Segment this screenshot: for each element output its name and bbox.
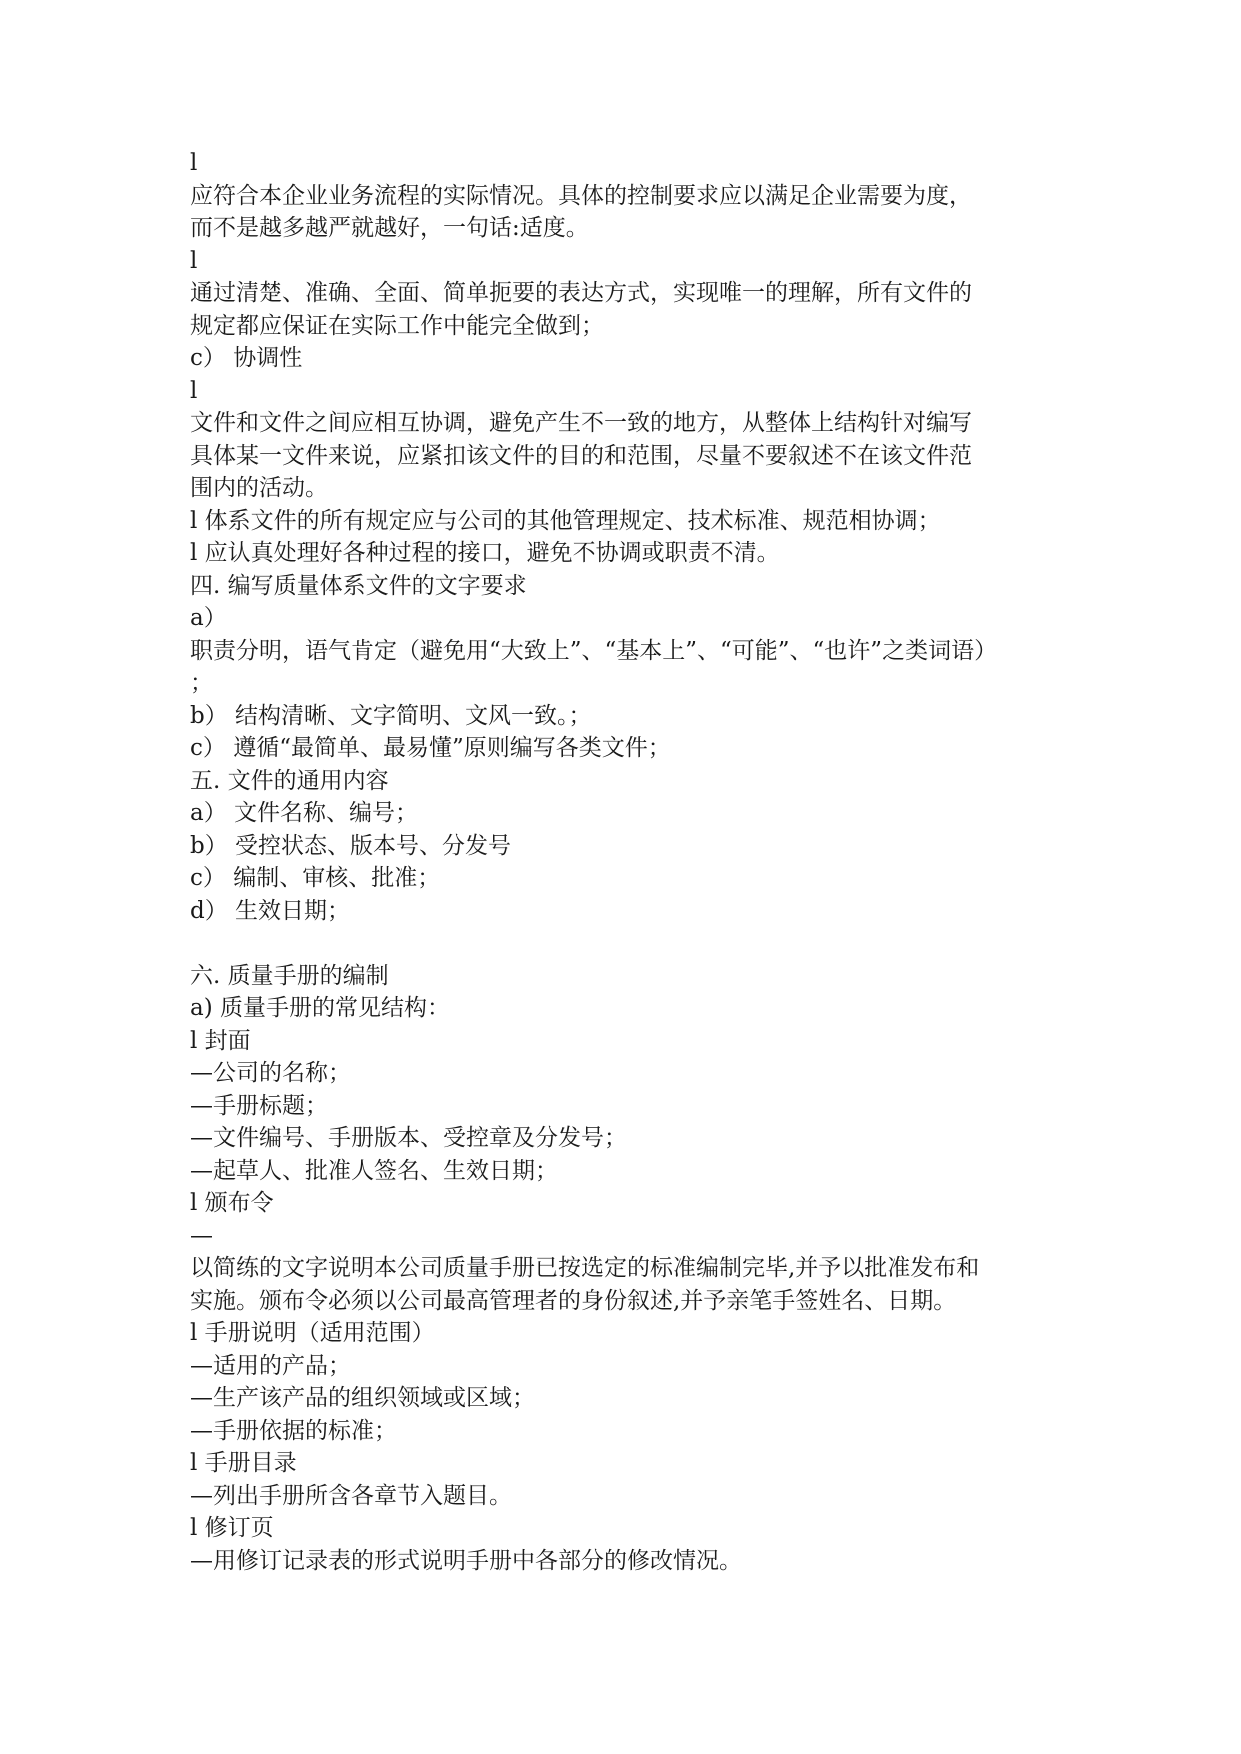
dash-item: —手册标题； <box>190 1092 328 1119</box>
dash-item: —起草人、批准人签名、生效日期； <box>190 1157 558 1184</box>
bullet-item: l 颁布令 <box>190 1190 274 1216</box>
text-line: 实施。颁布令必须以公司最高管理者的身份叙述,并予亲笔手签姓名、日期。 <box>190 1287 957 1314</box>
list-item: a) 质量手册的常见结构： <box>190 995 450 1021</box>
text-line: 具体某一文件来说，应紧扣该文件的目的和范围，尽量不要叙述不在该文件范 <box>190 442 972 469</box>
section-heading: 六. 质量手册的编制 <box>190 962 389 989</box>
document-body <box>190 147 1060 1577</box>
list-item: c） 遵循“最简单、最易懂”原则编写各类文件； <box>190 735 671 761</box>
text-line: 规定都应保证在实际工作中能完全做到； <box>190 312 604 339</box>
text-line: 文件和文件之间应相互协调，避免产生不一致的地方，从整体上结构针对编写 <box>190 410 972 436</box>
list-item: b） 结构清晰、文字简明、文风一致。； <box>190 702 592 729</box>
dash-marker: — <box>190 1222 213 1249</box>
dash-item: —列出手册所含各章节入题目。 <box>190 1482 512 1509</box>
dash-item: —用修订记录表的形式说明手册中各部分的修改情况。 <box>190 1547 742 1574</box>
text-line: 而不是越多越严就越好，一句话:适度。 <box>190 215 589 241</box>
section-heading: 四. 编写质量体系文件的文字要求 <box>190 572 527 599</box>
bullet-marker: l <box>190 150 198 176</box>
text-line: 围内的活动。 <box>190 475 328 501</box>
bullet-item: l 封面 <box>190 1027 251 1054</box>
bullet-item: l 手册说明（适用范围） <box>190 1320 435 1346</box>
blank-line <box>190 927 1060 960</box>
dash-item: —适用的产品； <box>190 1352 351 1379</box>
text-line: 以简练的文字说明本公司质量手册已按选定的标准编制完毕,并予以批准发布和 <box>190 1255 980 1281</box>
text-line: ； <box>190 670 213 696</box>
bullet-marker: l <box>190 377 198 404</box>
list-item: c） 协调性 <box>190 345 303 371</box>
bullet-item: l 应认真处理好各种过程的接口，避免不协调或职责不清。 <box>190 540 780 566</box>
list-item: a） <box>190 605 227 631</box>
list-item: b） 受控状态、版本号、分发号 <box>190 832 512 859</box>
dash-item: —生产该产品的组织领域或区域； <box>190 1385 535 1411</box>
dash-item: —文件编号、手册版本、受控章及分发号； <box>190 1125 627 1151</box>
text-line: 职责分明，语气肯定（避免用“大致上”、“基本上”、“可能”、“也许”之类词语） <box>190 637 998 664</box>
list-item: c） 编制、审核、批准； <box>190 865 441 891</box>
bullet-item: l 手册目录 <box>190 1450 297 1476</box>
bullet-marker: l <box>190 247 198 274</box>
bullet-item: l 修订页 <box>190 1515 274 1541</box>
list-item: a） 文件名称、编号； <box>190 800 419 826</box>
section-heading: 五. 文件的通用内容 <box>190 767 389 794</box>
dash-item: —手册依据的标准； <box>190 1417 397 1444</box>
bullet-item: l 体系文件的所有规定应与公司的其他管理规定、技术标准、规范相协调； <box>190 507 941 534</box>
text-line: 应符合本企业业务流程的实际情况。具体的控制要求应以满足企业需要为度， <box>190 182 972 209</box>
dash-item: —公司的名称； <box>190 1060 351 1086</box>
text-line: 通过清楚、准确、全面、简单扼要的表达方式，实现唯一的理解，所有文件的 <box>190 280 972 306</box>
list-item: d） 生效日期； <box>190 897 351 924</box>
